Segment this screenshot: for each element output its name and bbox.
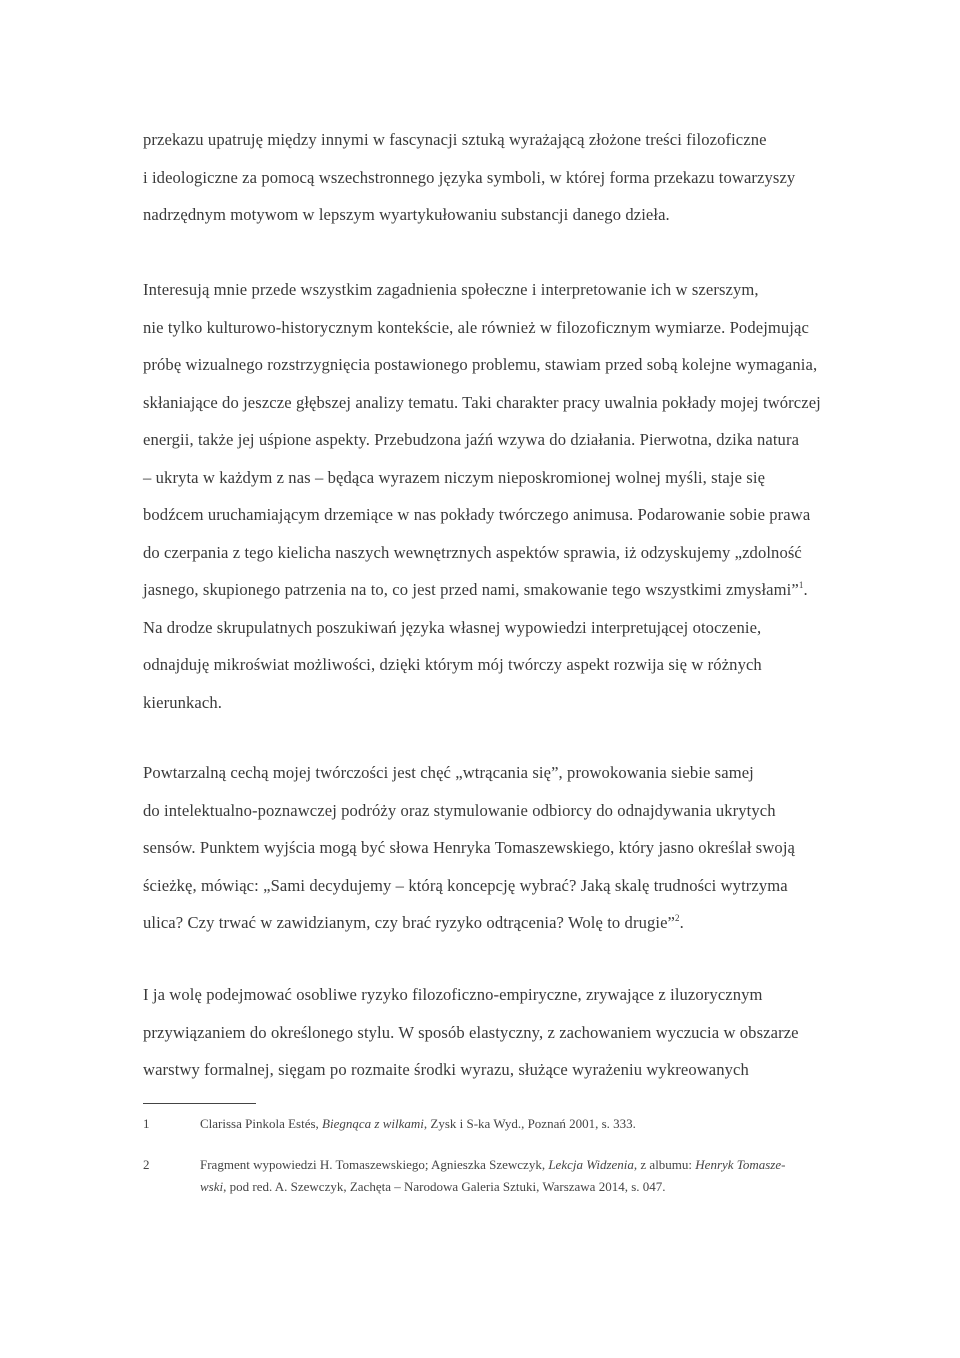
text-line: do czerpania z tego kielicha naszych wewnętrznych aspektów sprawia, iż odzyskujemy „zdolność [143,542,802,562]
footnote-segment: , z albumu: [633,1157,696,1172]
text-line: Interesują mnie przede wszystkim zagadnienia społeczne i interpretowanie ich w szerszym, [143,280,759,299]
footnote-text [200,1154,872,1198]
footnote-number: 1 [143,1116,150,1131]
footnote-reference-tail: . [803,580,808,599]
paragraph-2 [143,271,873,721]
footnote-segment: , pod red. A. Szewczyk, Zachęta – Narodowa Galeria Sztuki, Warszawa 2014, s. 047. [223,1179,666,1194]
text-line: – ukryta w każdym z nas – będąca wyrazem niczym nieposkromionej wolnej myśli, staje się [143,467,766,487]
paragraph-3 [143,754,873,942]
footnote-reference[interactable]: 1 [798,580,804,590]
text-line: do intelektualno-poznawczej podróży oraz stymulowanie odbiorcy do odnajdywania ukrytych [143,800,776,820]
paragraph-4 [143,976,873,1089]
text-line: kierunkach. [143,692,222,712]
text-line: warstwy formalnej, sięgam po rozmaite środki wyrazu, służące wyrażeniu wykreowanych [143,1060,749,1079]
text-line-with-footnote [143,571,873,609]
text-line: Powtarzalną cechą mojej twórczości jest chęć „wtrącania się”, prowokowania siebie samej [143,763,754,782]
footnote-segment: , Zysk i S-ka Wyd., Poznań 2001, s. 333. [423,1116,636,1131]
footnote-reference-tail: . [679,913,684,932]
footnote-divider [143,1103,256,1104]
footnote-title: Lekcja Widzenia [548,1157,634,1172]
footnote-title: Biegnąca z wilkami [322,1116,424,1131]
footnote-reference[interactable]: 2 [675,913,680,923]
text-line: odnajduję mikroświat możliwości, dzięki którym mój twórczy aspekt rozwija się w różnych [143,655,762,674]
text-line-with-footnote [143,904,873,942]
text-line: Na drodze skrupulatnych poszukiwań języka własnej wypowiedzi interpretującej otoczenie, [143,617,762,637]
footnote-segment: Fragment wypowiedzi H. Tomaszewskiego; Agnieszka Szewczyk, [200,1157,549,1172]
footnote-line [200,1154,872,1176]
text-line: przekazu upatruję między innymi w fascynacji sztuką wyrażającą złożone treści filozoficzne [143,130,767,149]
text-line: i ideologiczne za pomocą wszechstronnego języka symboli, w której forma przekazu towarzyszy [143,167,796,187]
footnote-title: wski [200,1179,224,1194]
footnote-line [200,1176,872,1198]
text-line: energii, także jej uśpione aspekty. Przebudzona jaźń wzywa do działania. Pierwotna, dzika natura [143,430,800,449]
text-line: bodźcem uruchamiającym drzemiące w nas pokłady twórczego animusa. Podarowanie sobie prawa [143,505,811,524]
text-line: I ja wolę podejmować osobliwe ryzyko filozoficzno-empiryczne, zrywające z iluzorycznym [143,985,763,1004]
text-line: próbę wizualnego rozstrzygnięcia postawionego problemu, stawiam przed sobą kolejne wymagania, [143,355,818,374]
paragraph-1 [143,121,873,234]
text-line: skłaniające do jeszcze głębszej analizy tematu. Taki charakter pracy uwalnia pokłady mojej twórczej [143,392,821,412]
text-line: ścieżkę, mówiąc: „Sami decydujemy – którą koncepcję wybrać? Jaką skalę trudności wytrzyma [143,875,788,895]
footnote-line [200,1113,872,1135]
footnote-number: 2 [143,1157,150,1172]
text-line: ulica? Czy trwać w zawidzianym, czy brać ryzyko odtrącenia? Wolę to drugie” [143,913,676,932]
text-line: przywiązaniem do określonego stylu. W sposób elastyczny, z zachowaniem wyczucia w obszarze [143,1022,799,1042]
text-line: nie tylko kulturowo-historycznym kontekście, ale również w filozoficznym wymiarze. Podejmując [143,317,809,337]
footnote-title: Henryk Tomasze- [695,1157,786,1172]
text-line: nadrzędnym motywom w lepszym wyartykułowaniu substancji danego dzieła. [143,205,670,224]
footnote-segment: Clarissa Pinkola Estés, [200,1116,323,1131]
footnote-text [200,1113,872,1135]
text-line: sensów. Punktem wyjścia mogą być słowa Henryka Tomaszewskiego, który jasno określał swoją [143,838,796,857]
text-line: jasnego, skupionego patrzenia na to, co jest przed nami, smakowanie tego wszystkimi zmysłami” [143,580,799,599]
